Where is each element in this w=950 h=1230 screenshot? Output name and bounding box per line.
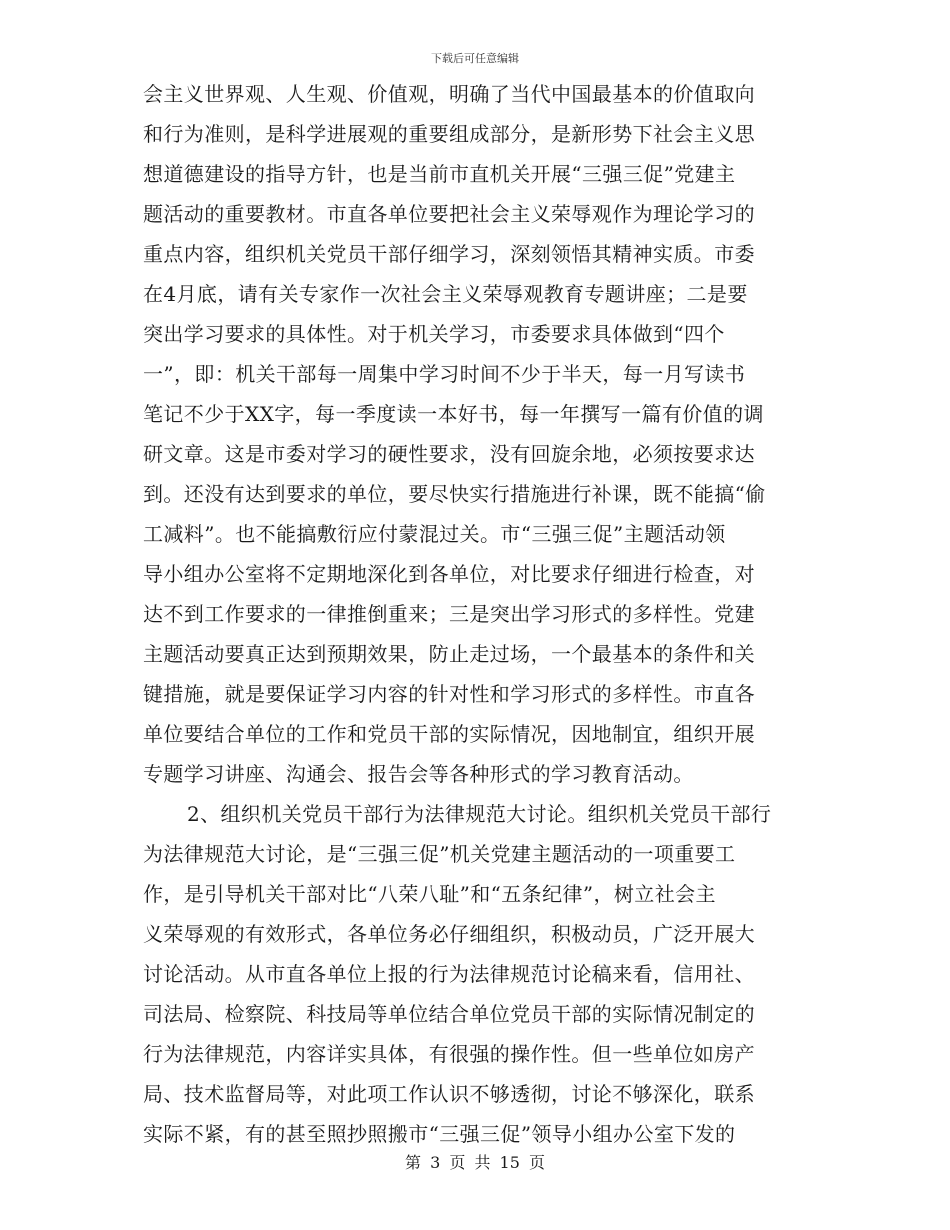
body-line: 重点内容，组织机关党员干部仔细学习，深刻领悟其精神实质。市委 — [143, 242, 755, 266]
body-line: 一”，即：机关干部每一周集中学习时间不少于半天，每一月写读书 — [143, 362, 746, 386]
document-body — [143, 74, 793, 1154]
body-line: 专题学习讲座、沟通会、报告会等各种形式的学习教育活动。 — [143, 762, 694, 786]
body-line: 司法局、检察院、科技局等单位结合单位党员干部的实际情况制定的 — [143, 1002, 755, 1026]
body-line: 研文章。这是市委对学习的硬性要求，没有回旋余地，必须按要求达 — [143, 442, 755, 466]
paragraph-start-line: 2、组织机关党员干部行为法律规范大讨论。组织机关党员干部行 — [187, 802, 772, 826]
body-line: 达不到工作要求的一律推倒重来；三是突出学习形式的多样性。党建 — [143, 602, 755, 626]
body-line: 会主义世界观、人生观、价值观，明确了当代中国最基本的价值取向 — [143, 82, 755, 106]
body-line: 题活动的重要教材。市直各单位要把社会主义荣辱观作为理论学习的 — [143, 202, 755, 226]
body-line: 作，是引导机关干部对比“八荣八耻”和“五条纪律”，树立社会主 — [143, 882, 716, 906]
body-line: 单位要结合单位的工作和党员干部的实际情况，因地制宜，组织开展 — [143, 722, 755, 746]
body-line: 笔记不少于XX字，每一季度读一本好书，每一年撰写一篇有价值的调 — [143, 402, 764, 426]
body-line: 实际不紧，有的甚至照抄照搬市“三强三促”领导小组办公室下发的 — [143, 1122, 736, 1146]
body-line: 和行为准则，是科学进展观的重要组成部分，是新形势下社会主义思 — [143, 122, 755, 146]
body-line: 突出学习要求的具体性。对于机关学习，市委要求具体做到“四个 — [143, 322, 725, 346]
body-line: 局、技术监督局等，对此项工作认识不够透彻，讨论不够深化，联系 — [143, 1082, 755, 1106]
body-line: 键措施，就是要保证学习内容的针对性和学习形式的多样性。市直各 — [143, 682, 755, 706]
body-line: 为法律规范大讨论，是“三强三促”机关党建主题活动的一项重要工 — [143, 842, 736, 866]
body-line: 到。还没有达到要求的单位，要尽快实行措施进行补课，既不能搞“偷 — [143, 482, 766, 506]
body-line: 导小组办公室将不定期地深化到各单位，对比要求仔细进行检查，对 — [143, 562, 755, 586]
body-line: 主题活动要真正达到预期效果，防止走过场，一个最基本的条件和关 — [143, 642, 755, 666]
body-line: 在4月底，请有关专家作一次社会主义荣辱观教育专题讲座；二是要 — [143, 282, 748, 306]
page-number-footer: 第 3 页 共 15 页 — [405, 1153, 545, 1172]
body-line: 讨论活动。从市直各单位上报的行为法律规范讨论稿来看，信用社、 — [143, 962, 755, 986]
body-line: 想道德建设的指导方针，也是当前市直机关开展“三强三促”党建主 — [143, 162, 736, 186]
body-line: 义荣辱观的有效形式，各单位务必仔细组织，积极动员，广泛开展大 — [143, 922, 755, 946]
body-line: 工减料”。也不能搞敷衍应付蒙混过关。市“三强三促”主题活动领 — [143, 522, 726, 546]
page-header: 下载后可任意编辑 — [431, 52, 519, 65]
body-line: 行为法律规范，内容详实具体，有很强的操作性。但一些单位如房产 — [143, 1042, 755, 1066]
